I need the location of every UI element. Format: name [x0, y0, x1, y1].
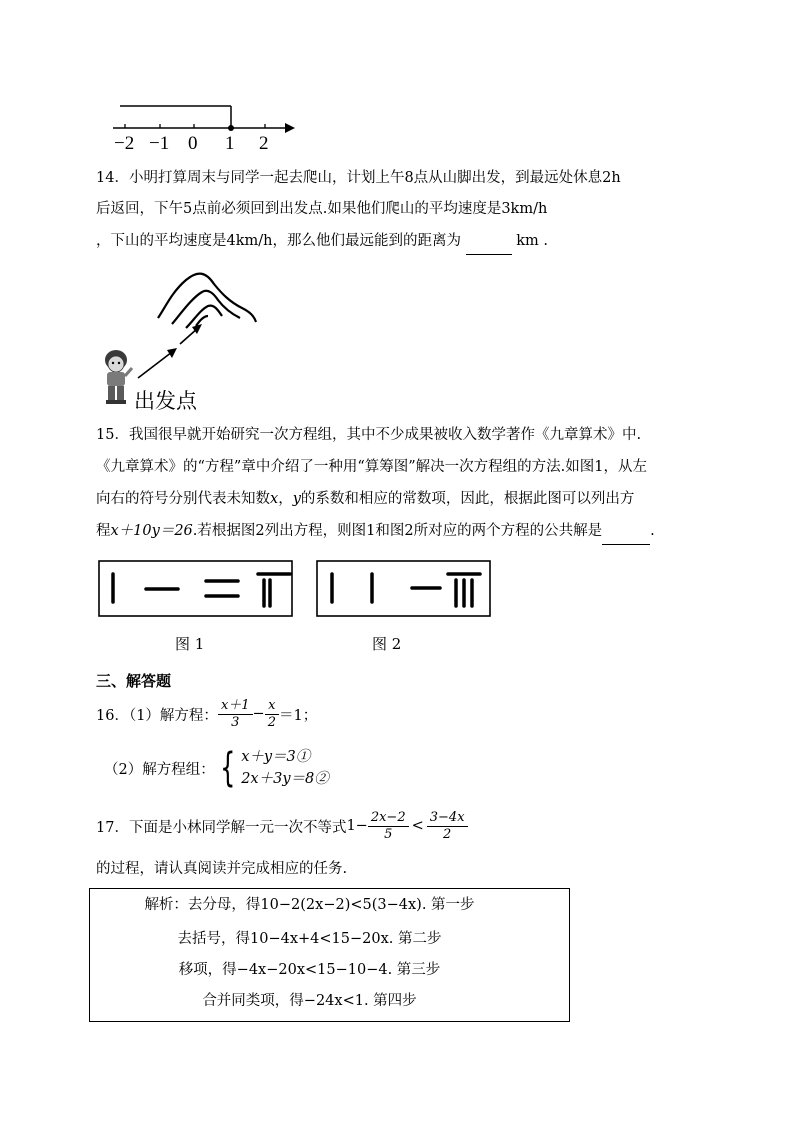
q15-line3-tail: 的系数和相应的常数项，因此，根据此图可以列出方: [300, 491, 635, 507]
figure-2-caption: 图 2: [372, 635, 402, 653]
equation-system: [241, 746, 329, 790]
denominator: 2: [443, 826, 452, 842]
fraction: [427, 810, 468, 843]
q17-line1-text: 17．下面是小林同学解一元一次不等式: [96, 819, 347, 836]
start-point-label: 出发点: [134, 389, 197, 413]
q17-line2: 的过程，请认真阅读并完成相应的任务.: [96, 861, 348, 877]
tick-label: −1: [149, 133, 170, 154]
denominator: 3: [231, 714, 240, 730]
solution-step-1: 解析：去分母，得10−2(2x−2)<5(3−4x). 第一步: [144, 897, 475, 913]
fraction: [265, 698, 279, 731]
ineq-lhs: 1−: [346, 818, 368, 834]
q16-part1: [96, 694, 317, 734]
q14-line3-text: ，下山的平均速度是4km/h，那么他们最远能到的距离为: [96, 233, 461, 249]
equation-1: x＋y＝3①: [241, 749, 311, 765]
equation: x＋10y＝26: [110, 523, 193, 539]
numerator: x: [265, 698, 279, 715]
equals-rhs: ＝1；: [278, 707, 318, 724]
tick-label: −2: [114, 133, 135, 154]
tick-label: 1: [225, 133, 235, 154]
figure-2-rods: [316, 560, 492, 618]
solution-box: [89, 888, 570, 1022]
q15-line3: [96, 486, 634, 512]
number-line-figure: [105, 98, 305, 156]
equation-2: 2x＋3y＝8②: [241, 771, 329, 787]
numerator: 3−4x: [427, 810, 468, 827]
q16-part2-label: （2）解方程组：: [104, 761, 215, 778]
inequality-op: <: [411, 818, 424, 834]
q14-line1: 14．小明打算周末与同学一起去爬山，计划上午8点从山脚出发，到最远处休息2h: [96, 170, 621, 186]
q15-line4-text: 程: [96, 523, 111, 539]
q14-line2: 后返回，下午5点前必须回到出发点.如果他们爬山的平均速度是3km/h: [96, 201, 548, 217]
q14-line3: [96, 228, 548, 254]
separator: ，: [278, 491, 293, 507]
q14-unit: km .: [516, 233, 548, 249]
section-title: 三、解答题: [96, 672, 172, 690]
figure-1-rods: [98, 560, 294, 618]
tick-label: 0: [188, 133, 198, 154]
q16-part1-label: 16．（1）解方程：: [96, 707, 218, 724]
numerator: x＋1: [218, 698, 253, 715]
solution-step-3: 移项，得−4x−20x<15−10−4. 第三步: [178, 962, 441, 978]
mountain-figure: [98, 266, 278, 414]
solution-step-4: 合并同类项，得−24x<1. 第四步: [202, 993, 417, 1009]
q15-line3-text: 向右的符号分别代表未知数: [96, 491, 270, 507]
solution-step-2: 去括号，得10−4x+4<15−20x. 第二步: [177, 931, 442, 947]
q16-part2: [96, 744, 329, 792]
answer-blank: [466, 228, 512, 255]
figure-1-caption: 图 1: [175, 635, 205, 653]
minus-sign: −: [252, 706, 265, 722]
numerator: 2x−2: [368, 810, 409, 827]
denominator: 5: [384, 826, 393, 842]
q15-line1: 15．我国很早就开始研究一次方程组，其中不少成果被收入数学著作《九章算术》中.: [96, 427, 642, 443]
answer-blank: [602, 518, 650, 545]
q17-line1: [96, 806, 468, 846]
tick-label: 2: [259, 133, 269, 154]
brace: {: [219, 745, 236, 791]
fraction: [368, 810, 409, 843]
child-icon: [105, 350, 132, 404]
fraction: [218, 698, 253, 731]
q15-line4-tail: .若根据图2列出方程，则图1和图2所对应的两个方程的公共解是: [192, 523, 603, 539]
var-y: y: [292, 491, 301, 507]
q15-line2: 《九章算术》的“方程”章中介绍了一种用“算筹图”解决一次方程组的方法.如图1，从左: [96, 459, 647, 475]
q15-line4: [96, 518, 655, 544]
var-x: x: [270, 491, 279, 507]
denominator: 2: [267, 714, 276, 730]
period: .: [650, 523, 655, 539]
